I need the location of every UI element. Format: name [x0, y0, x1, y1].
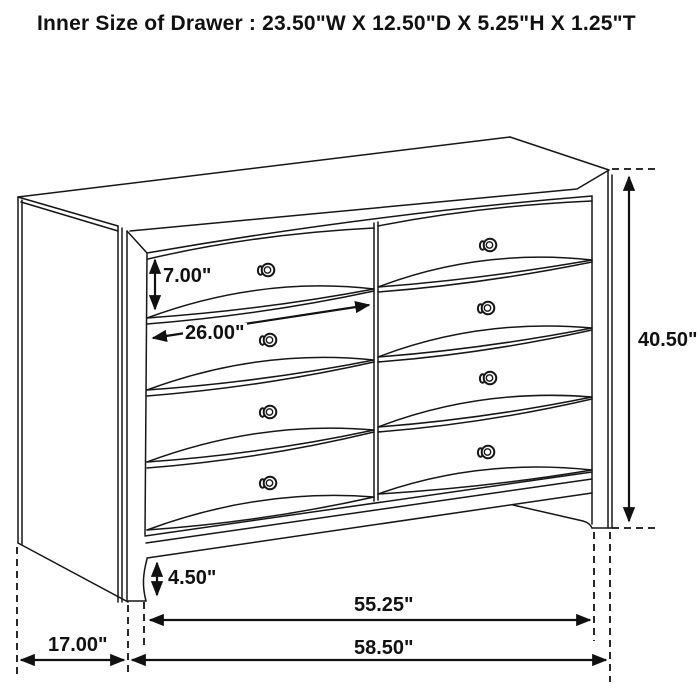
- top-panel: [18, 137, 609, 253]
- label-side-depth: 17.00": [48, 634, 108, 656]
- drawer-knob-icon: [478, 302, 494, 315]
- drawer-lens-left-2: [147, 357, 374, 396]
- drawer-lens-left-1: [147, 286, 374, 324]
- extension-lines: [17, 169, 659, 682]
- drawer-knob-icon: [258, 264, 274, 277]
- drawer-knob-icon: [260, 334, 276, 347]
- label-drawer-height: 7.00": [163, 265, 212, 287]
- dresser-carcass: [18, 137, 612, 602]
- label-feet-span: 55.25": [354, 594, 414, 616]
- drawer-lens-left-3: [147, 428, 374, 468]
- drawer-knob-icon: [480, 372, 496, 385]
- label-drawer-width: 26.00": [185, 322, 245, 344]
- drawer-top-edge: [148, 228, 374, 259]
- drawer-lens-left-4: [147, 495, 374, 530]
- dimension-arrows: [21, 177, 629, 660]
- drawer-lens-right-1: [378, 257, 592, 292]
- drawer-lens-right-3: [378, 395, 592, 432]
- label-overall-width: 58.50": [354, 637, 414, 659]
- drawer-knob-icon: [480, 239, 496, 252]
- drawer-knobs: [258, 239, 496, 490]
- drawer-lens-right-2: [378, 326, 592, 362]
- side-panel: [18, 197, 128, 602]
- drawer-knob-icon: [260, 477, 276, 490]
- label-overall-height: 40.50": [638, 329, 698, 351]
- drawer-knob-icon: [260, 406, 276, 419]
- page-title: Inner Size of Drawer : 23.50"W X 12.50"D X 5.25"H X 1.25"T: [37, 12, 636, 35]
- label-base-height: 4.50": [168, 567, 217, 589]
- drawer-knob-icon: [478, 446, 494, 459]
- drawer-grid: [147, 201, 592, 530]
- drawer-lens-right-4: [378, 467, 592, 494]
